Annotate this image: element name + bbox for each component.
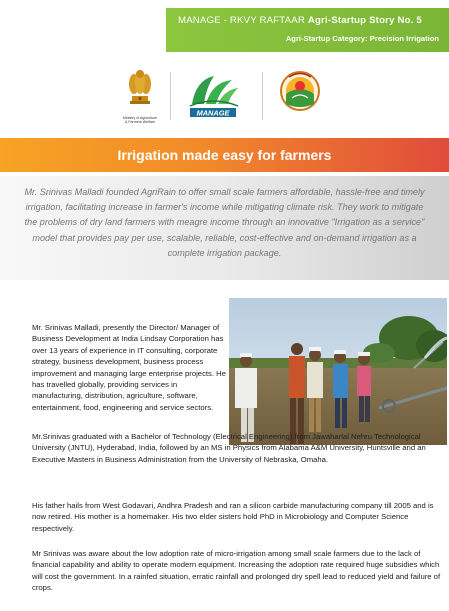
page-title: Irrigation made easy for farmers [117, 147, 332, 163]
logo-divider [262, 72, 263, 120]
story-number-label: Agri-Startup Story No. 5 [307, 15, 422, 26]
rkvy-logo [278, 66, 322, 126]
series-label: MANAGE - RKVY RAFTAAR [178, 15, 305, 26]
series-line [178, 15, 439, 26]
category-label: Agri-Startup Category: Precision Irrigation [285, 34, 439, 43]
ministry-caption-line1: Ministry of Agriculture [122, 116, 158, 120]
ministry-caption-line2: & Farmers Welfare [124, 120, 156, 125]
body-paragraph-4: Mr Srinivas was aware about the low adoption rate of micro-irrigation among small scale farmers due to the lack of financial capability and ability to operate modern equipment. Increasing the adoption rate required huge subsidies which will cost the government. In a rainfed situation, erratic rainfall and prolonged dry spell lead to reduced yield and failure of crops. [32, 549, 441, 593]
logo-divider [170, 72, 171, 120]
body-paragraph-2: Mr.Srinivas graduated with a Bachelor of Technology (Electrical Engineering) from Jawaharlal Nehru Technological University (JNTU), Hyderabad, India, followed by an MS in Physics from Alabama A&M University, Huntsville and an Executive Masters in Business Administration from the University of Nebraska, Omaha. [32, 432, 426, 464]
ministry-emblem-logo [122, 66, 158, 126]
manage-logo-text: MANAGE [196, 108, 230, 118]
story-header-band [166, 8, 449, 52]
manage-logo [184, 66, 242, 126]
ministry-caption [122, 116, 158, 124]
farmers-irrigation-photo [229, 298, 447, 445]
body-paragraph-3: His father hails from West Godavari, Andhra Pradesh and ran a silicon carbide manufacturing company till 2005 and is now retired. His mother is a homemaker. His two elder sisters hold PhD in Microbiology and Computer Science respectively. [32, 501, 434, 533]
page-title-band [0, 138, 449, 172]
summary-box [0, 176, 449, 280]
body-paragraph-1: Mr. Srinivas Malladi, presently the Director/ Manager of Business Development at India Lindsay Corporation has over 13 years of experience in IT consulting, corporate strategy, business development, business process improvement and managing large enterprise projects. He has travelled globally, providing services in manufacturing, distribution, agriculture, software, entertainment, food, engineering and service sectors. [32, 323, 226, 412]
manage-leaf-icon [184, 66, 242, 126]
logo-strip [112, 66, 344, 126]
summary-text: Mr. Srinivas Malladi founded AgriRain to offer small scale farmers affordable, hassle-free and timely irrigation, facilitating increase in farmer's income while mitigating climate risk. They work to mitigate the problems of dry land farmers with meagre income through an innovative "Irrigation as a service" model that provides pay per use, scalable, reliable, cost-effective and on-demand irrigation as a complete irrigation package. [24, 187, 425, 258]
rkvy-seal-icon [278, 66, 322, 116]
national-emblem-icon [122, 66, 158, 110]
field-photo [229, 298, 447, 445]
